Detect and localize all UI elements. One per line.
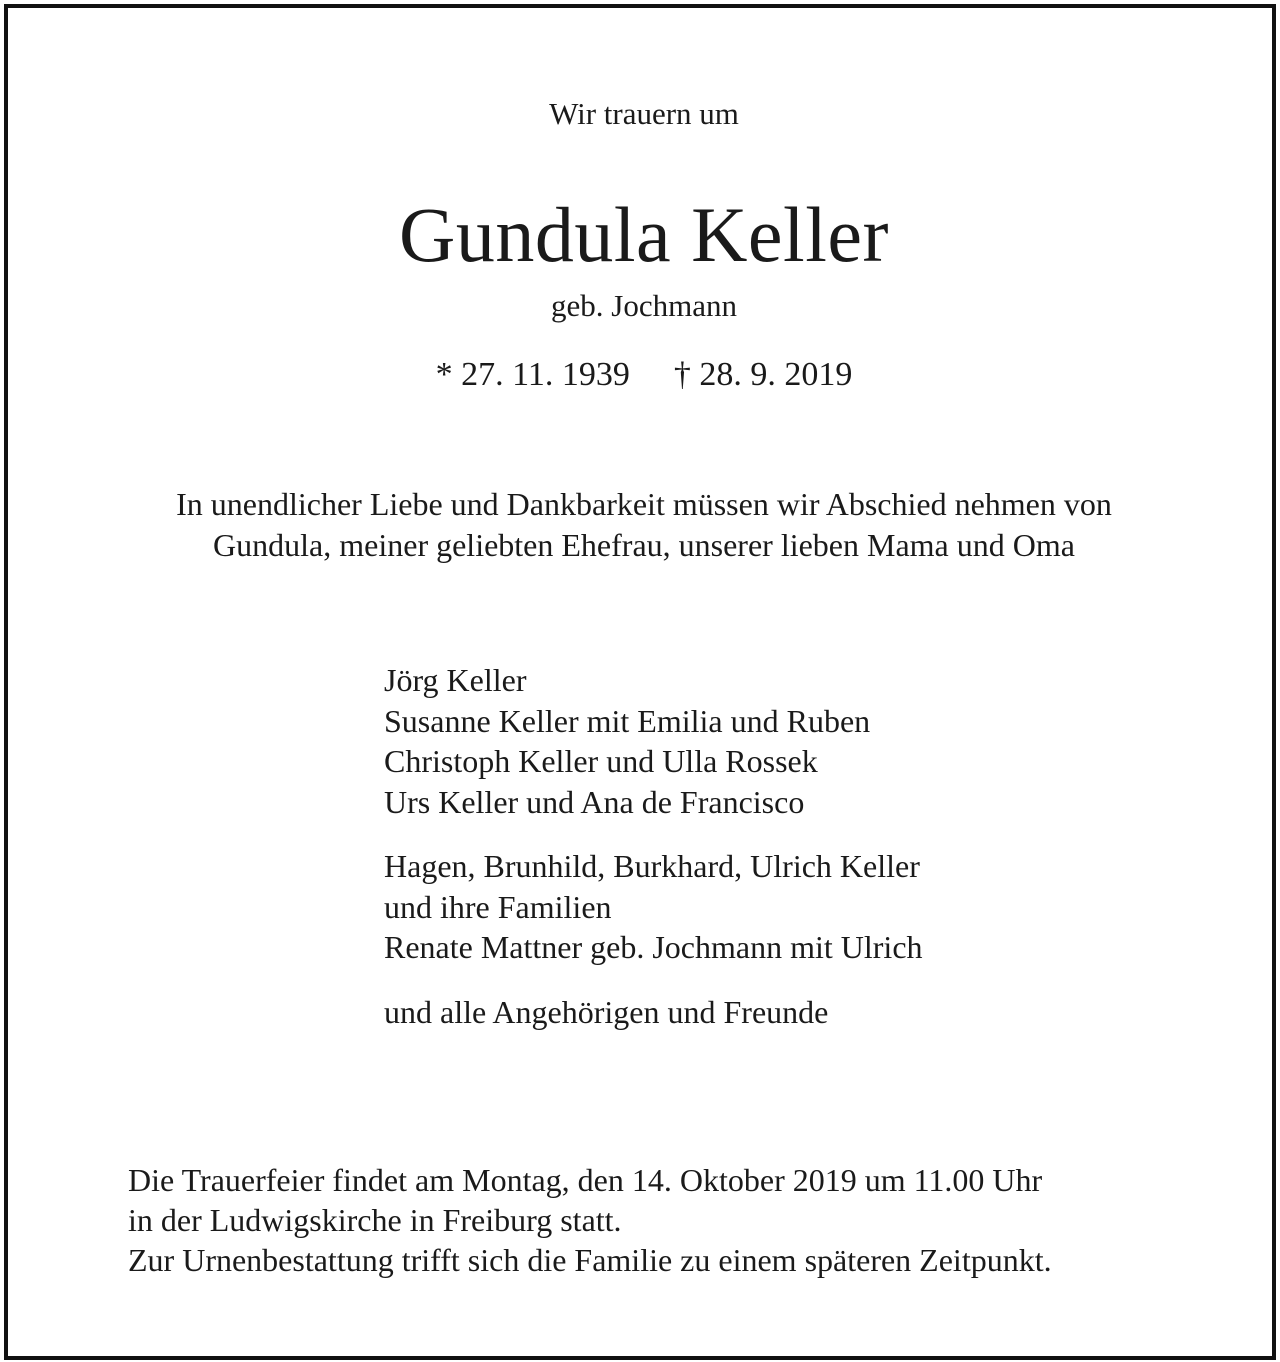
service-line-3: Zur Urnenbestattung trifft sich die Familie zu einem späteren Zeitpunkt. <box>128 1242 1052 1278</box>
birth-date: * 27. 11. 1939 <box>435 356 630 393</box>
tribute-line-1: In unendlicher Liebe und Dankbarkeit müssen wir Abschied nehmen von <box>176 486 1112 522</box>
life-dates <box>8 358 1280 392</box>
service-info <box>128 1160 1052 1280</box>
mourner-line: Christoph Keller und Ulla Rossek <box>384 743 818 779</box>
service-line-1: Die Trauerfeier findet am Montag, den 14. Oktober 2019 um 11.00 Uhr <box>128 1162 1043 1198</box>
mourners-group-family <box>384 660 923 822</box>
service-line-2: in der Ludwigskirche in Freiburg statt. <box>128 1202 622 1238</box>
mourner-line: Renate Mattner geb. Jochmann mit Ulrich <box>384 929 923 965</box>
mourner-line: und alle Angehörigen und Freunde <box>384 993 829 1030</box>
tribute-line-2: Gundula, meiner geliebten Ehefrau, unserer lieben Mama und Oma <box>213 527 1075 563</box>
mourners-group-relatives <box>384 846 923 968</box>
obituary-notice <box>4 4 1276 1360</box>
mourners-list <box>384 660 923 1056</box>
mourner-line: Jörg Keller <box>384 662 527 698</box>
maiden-name: geb. Jochmann <box>551 288 737 323</box>
mourner-line: Hagen, Brunhild, Burkhard, Ulrich Keller <box>384 848 920 884</box>
mourner-line: und ihre Familien <box>384 888 612 925</box>
intro-text: Wir trauern um <box>549 96 739 131</box>
mourner-line: Urs Keller und Ana de Francisco <box>384 783 805 820</box>
mourners-group-others <box>384 992 923 1033</box>
mourner-line: Susanne Keller mit Emilia und Ruben <box>384 702 871 739</box>
deceased-name: Gundula Keller <box>398 191 889 278</box>
death-date: † 28. 9. 2019 <box>673 356 853 393</box>
